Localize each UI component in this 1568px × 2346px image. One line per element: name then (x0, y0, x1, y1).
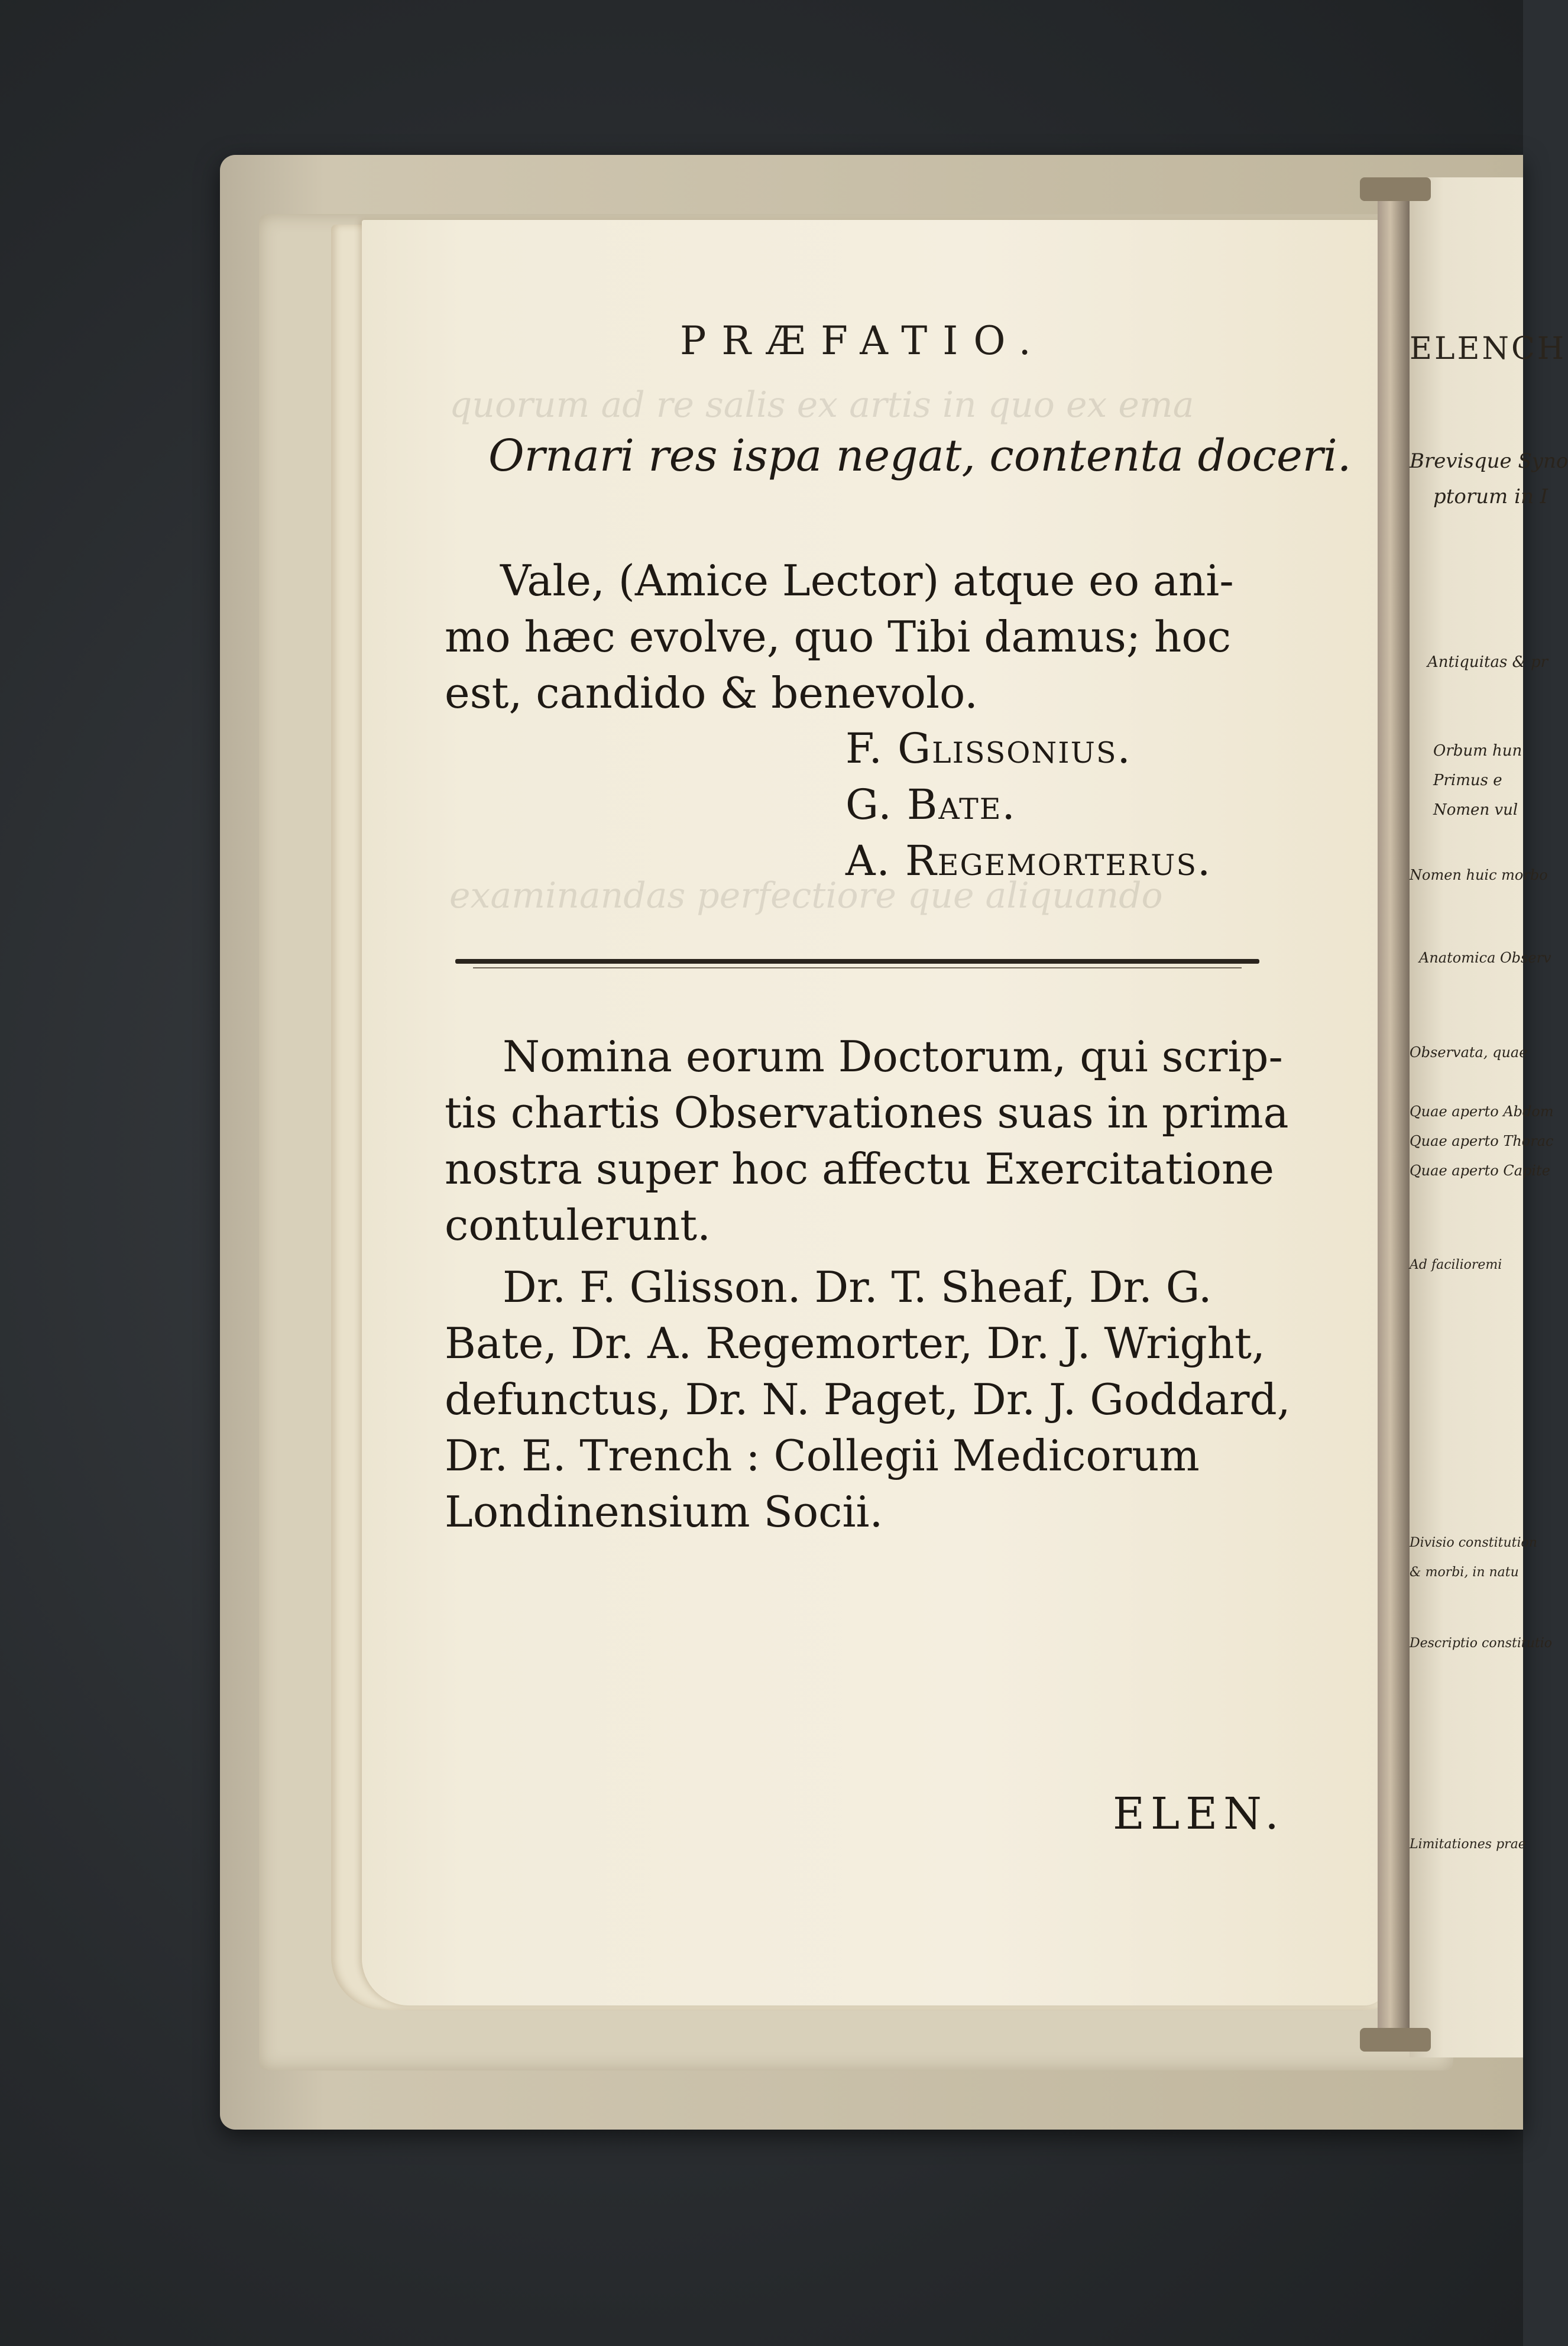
closing-line-3: est, candido & benevolo. (445, 668, 979, 718)
facing-line: Anatomica Observ (1419, 950, 1551, 966)
facing-line: ELENCH (1410, 331, 1567, 367)
running-title: PRÆFATIO. (680, 318, 1047, 364)
divider-rule (455, 959, 1259, 964)
doctors-line-5: Londinensium Socii. (445, 1487, 883, 1537)
closing-line-2: mo hæc evolve, quo Tibi damus; hoc (445, 612, 1232, 662)
doctors-line-4: Dr. E. Trench : Collegii Medicorum (445, 1431, 1200, 1480)
facing-line: Descriptio constitutio (1410, 1636, 1553, 1651)
show-through: examinandas perfectiore que aliquando (449, 875, 1163, 916)
binding-strap-top (1360, 177, 1431, 201)
facing-line: Primus e (1433, 772, 1502, 789)
doctors-line-3: defunctus, Dr. N. Paget, Dr. J. Goddard, (445, 1375, 1291, 1424)
show-through: quorum ad re salis ex artis in quo ex ema (449, 384, 1194, 426)
facing-line: Quae aperto Abdom (1410, 1103, 1554, 1120)
list-intro-line-4: contulerunt. (445, 1200, 711, 1250)
divider-rule-thin (473, 967, 1242, 968)
facing-line: Orbum hun (1433, 742, 1522, 760)
facing-line: Quae aperto Thorac (1410, 1133, 1554, 1149)
facing-page (1410, 177, 1568, 2057)
signatory-regemorterus: A. Regemorterus. (845, 837, 1212, 885)
facing-line: ptorum in I (1433, 485, 1548, 508)
facing-line: Antiquitas & pr (1427, 653, 1548, 671)
signatory-glissonius: F. Glissonius. (845, 724, 1132, 773)
facing-line: & morbi, in natu (1410, 1565, 1519, 1580)
motto: Ornari res ispa negat, contenta doceri. (488, 430, 1352, 481)
facing-line: Brevisque Syno (1410, 449, 1568, 473)
list-intro-line-2: tis chartis Observationes suas in prima (445, 1088, 1289, 1138)
facing-line: Limitationes prae (1410, 1837, 1526, 1852)
facing-line: Divisio constitution (1410, 1535, 1537, 1550)
list-intro-line-3: nostra super hoc affectu Exercitatione (445, 1144, 1274, 1194)
binding-strap-bottom (1360, 2028, 1431, 2052)
facing-line: Nomen huic morbo (1410, 867, 1548, 883)
closing-line-1: Vale, (Amice Lector) atque eo ani- (500, 556, 1234, 605)
gutter (1378, 201, 1410, 2040)
doctors-line-2: Bate, Dr. A. Regemorter, Dr. J. Wright, (445, 1318, 1265, 1368)
facing-line: Nomen vul (1433, 801, 1518, 819)
facing-line: Quae aperto Capite (1410, 1162, 1550, 1179)
facing-line: Observata, quae (1410, 1044, 1528, 1061)
catchword: ELEN. (1113, 1788, 1285, 1839)
signatory-bate: G. Bate. (845, 780, 1016, 829)
doctors-line-1: Dr. F. Glisson. Dr. T. Sheaf, Dr. G. (503, 1262, 1212, 1312)
facing-line: Ad facilioremi (1410, 1258, 1502, 1272)
list-intro-line-1: Nomina eorum Doctorum, qui scrip- (503, 1032, 1283, 1081)
